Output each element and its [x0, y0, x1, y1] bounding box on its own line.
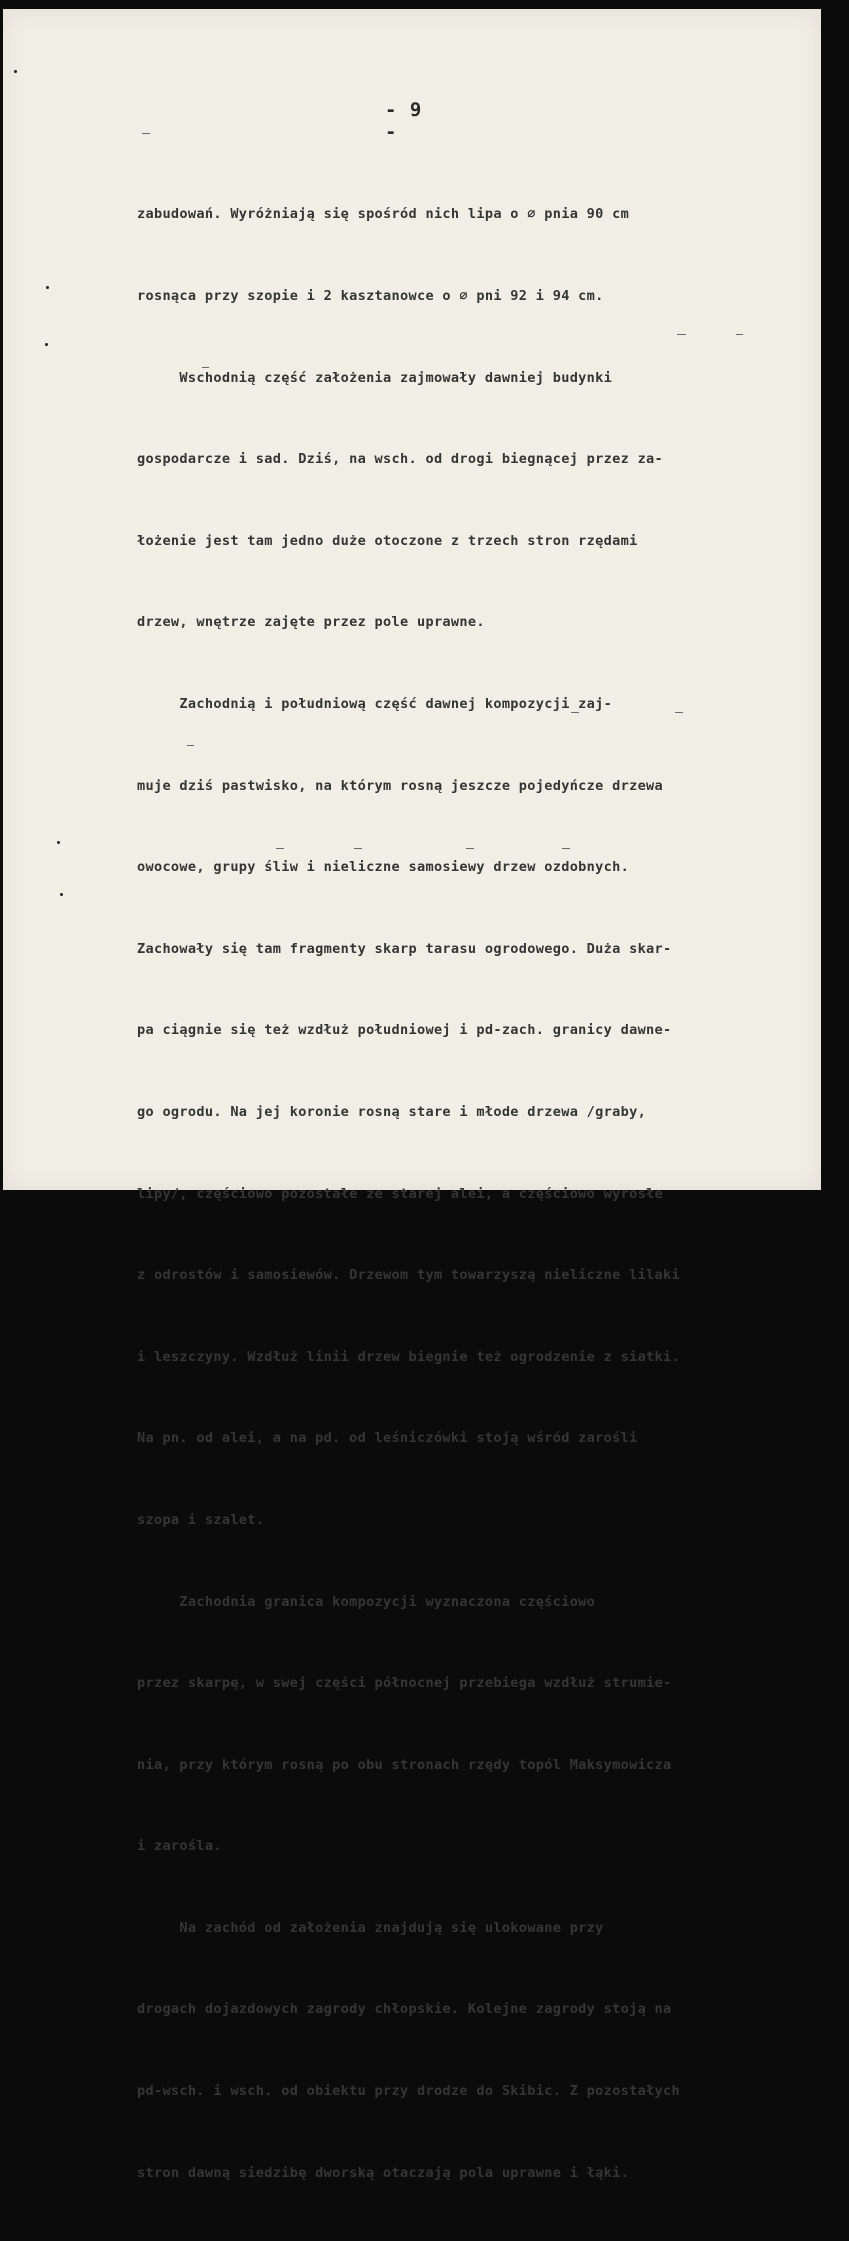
margin-mark [562, 848, 570, 849]
text-line: stron dawną siedzibę dworską otaczają pola uprawne i łąki. [137, 2164, 630, 2181]
text-line: i zarośla. [137, 1838, 222, 1855]
text-line: owocowe, grupy śliw i nieliczne samosiewy drzew ozdobnych. [137, 859, 630, 876]
margin-mark [736, 334, 743, 335]
text-line: łożenie jest tam jedno duże otoczone z trzech stron rzędami [137, 532, 638, 549]
text-line: zabudowań. Wyróżniają się spośród nich lipa o ∅ pnia 90 cm [137, 206, 630, 223]
margin-dot [60, 893, 63, 896]
margin-mark [202, 367, 209, 368]
text-line: Na pn. od alei, a na pd. od leśniczówki stoją wśród zarośli [137, 1430, 638, 1447]
text-line: Zachodnia granica kompozycji wyznaczona częściowo [137, 1593, 596, 1610]
text-line: przez skarpę, w swej części północnej przebiega wzdłuż strumie- [137, 1675, 672, 1692]
text-line: Zachodnią i południową część dawnej kompozycji zaj- [137, 695, 613, 712]
text-line: szopa i szalet. [137, 1511, 265, 1528]
text-line: pa ciągnie się też wzdłuż południowej i pd-zach. granicy dawne- [137, 1022, 672, 1039]
margin-mark [276, 848, 284, 849]
text-line: gospodarcze i sad. Dziś, na wsch. od drogi biegnącej przez za- [137, 451, 664, 468]
text-line: lipy/, częściowo pozostałe ze starej alei, a częściowo wyrosłe [137, 1185, 664, 1202]
text-line: drzew, wnętrze zajęte przez pole uprawne. [137, 614, 485, 631]
text-line: Zachowały się tam fragmenty skarp tarasu ogrodowego. Duża skar- [137, 940, 672, 957]
text-line: drogach dojazdowych zagrody chłopskie. Kolejne zagrody stoją na [137, 2001, 672, 2018]
margin-dot [45, 343, 48, 346]
text-line: i leszczyny. Wzdłuż linii drzew biegnie też ogrodzenie z siatki. [137, 1348, 680, 1365]
text-line: Wschodnią część założenia zajmowały dawniej budynki [137, 369, 613, 386]
margin-mark [354, 848, 362, 849]
text-line: go ogrodu. Na jej koronie rosną stare i młode drzewa /graby, [137, 1103, 647, 1120]
text-line: rosnąca przy szopie i 2 kasztanowce o ∅ pni 92 i 94 cm. [137, 288, 604, 304]
margin-mark [675, 712, 683, 713]
margin-mark [677, 334, 686, 335]
margin-mark [187, 745, 194, 746]
page-number: - 9 - [385, 99, 423, 143]
margin-dot [14, 70, 17, 73]
margin-mark [142, 133, 150, 134]
margin-dot [46, 286, 49, 289]
margin-mark [571, 712, 579, 713]
text-line: z odrostów i samosiewów. Drzewom tym towarzyszą nieliczne lilaki [137, 1267, 680, 1284]
text-line: pd-wsch. i wsch. od obiektu przy drodze do Skibic. Z pozostałych [137, 2083, 680, 2100]
document-body [137, 147, 817, 2241]
text-line: Na zachód od założenia znajdują się ulokowane przy [137, 1919, 604, 1936]
margin-dot [57, 841, 60, 844]
margin-mark [466, 848, 474, 849]
text-line: nia, przy którym rosną po obu stronach rzędy topól Maksymowicza [137, 1756, 672, 1773]
text-line: muje dziś pastwisko, na którym rosną jeszcze pojedyńcze drzewa [137, 777, 664, 794]
